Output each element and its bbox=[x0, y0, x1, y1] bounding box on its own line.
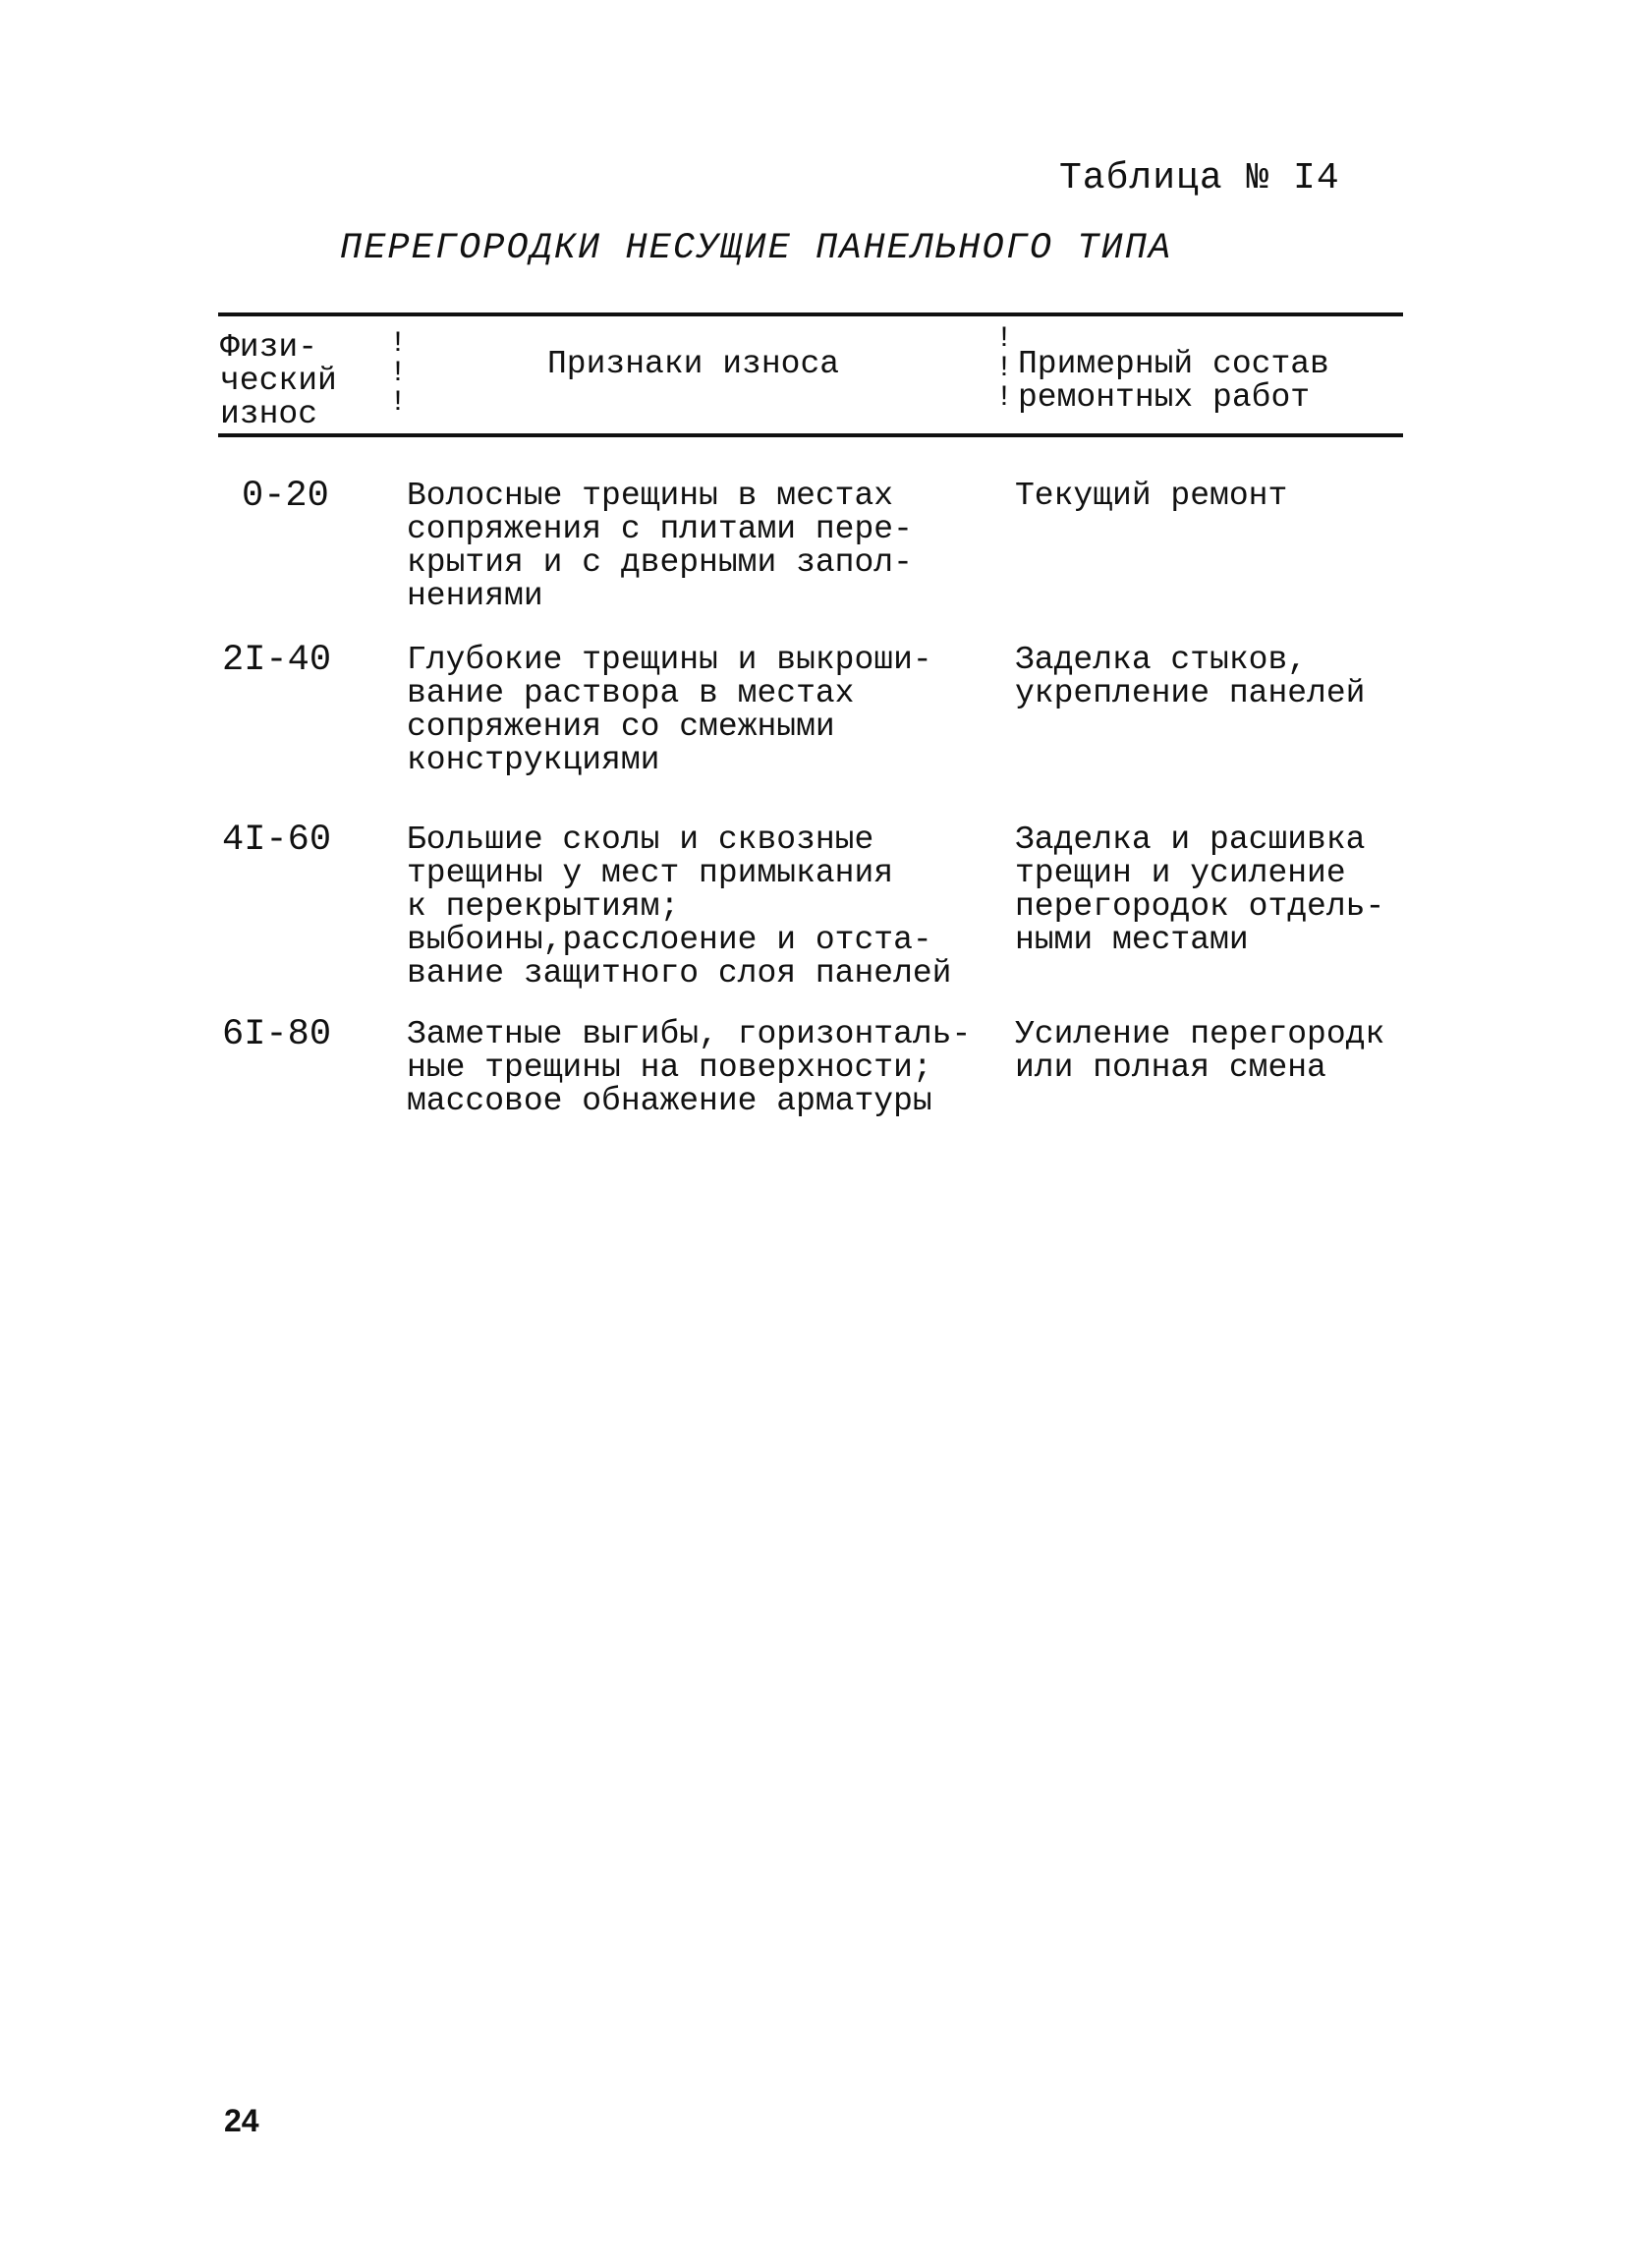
cell-wear-signs: Заметные выгибы, горизонталь- ные трещины на поверхности; массовое обнажение арматуры bbox=[407, 1016, 972, 1119]
document-title: ПЕРЕГОРОДКИ НЕСУЩИЕ ПАНЕЛЬНОГО ТИПА bbox=[340, 228, 1173, 269]
cell-physical-wear: 6I-80 bbox=[222, 1014, 332, 1055]
cell-repair-works: Текущий ремонт bbox=[1015, 478, 1288, 514]
cell-repair-works: Заделка и расшивка трещин и усиление перегородок отдель- ными местами bbox=[1015, 822, 1385, 958]
column-separator: ! ! ! bbox=[995, 322, 1014, 415]
cell-wear-signs: Волосные трещины в местах сопряжения с плитами пере- крытия и с дверными запол- нениями bbox=[407, 478, 913, 614]
cell-physical-wear: 0-20 bbox=[242, 476, 329, 517]
cell-repair-works: Усиление перегородк или полная смена bbox=[1015, 1016, 1385, 1086]
cell-physical-wear: 4I-60 bbox=[222, 820, 332, 861]
page-number: 24 bbox=[224, 2103, 259, 2138]
column-header-wear-signs: Признаки износа bbox=[547, 346, 840, 382]
table-number: Таблица № I4 bbox=[1059, 157, 1340, 199]
column-header-repair-works: Примерный состав ремонтных работ bbox=[1018, 346, 1329, 416]
column-separator: ! ! ! bbox=[389, 327, 408, 420]
cell-wear-signs: Глубокие трещины и выкроши- вание раствора в местах сопряжения со смежными конструкциями bbox=[407, 642, 932, 778]
cell-repair-works: Заделка стыков, укрепление панелей bbox=[1015, 642, 1366, 711]
table-header-rule bbox=[218, 433, 1403, 437]
cell-physical-wear: 2I-40 bbox=[222, 640, 332, 681]
cell-wear-signs: Большие сколы и сквозные трещины у мест примыкания к перекрытиям; выбоины,расслоение и отста- вание защитного слоя панелей bbox=[407, 822, 952, 992]
table-top-rule bbox=[218, 312, 1403, 316]
column-header-physical-wear: Физи- ческий износ bbox=[220, 329, 337, 432]
